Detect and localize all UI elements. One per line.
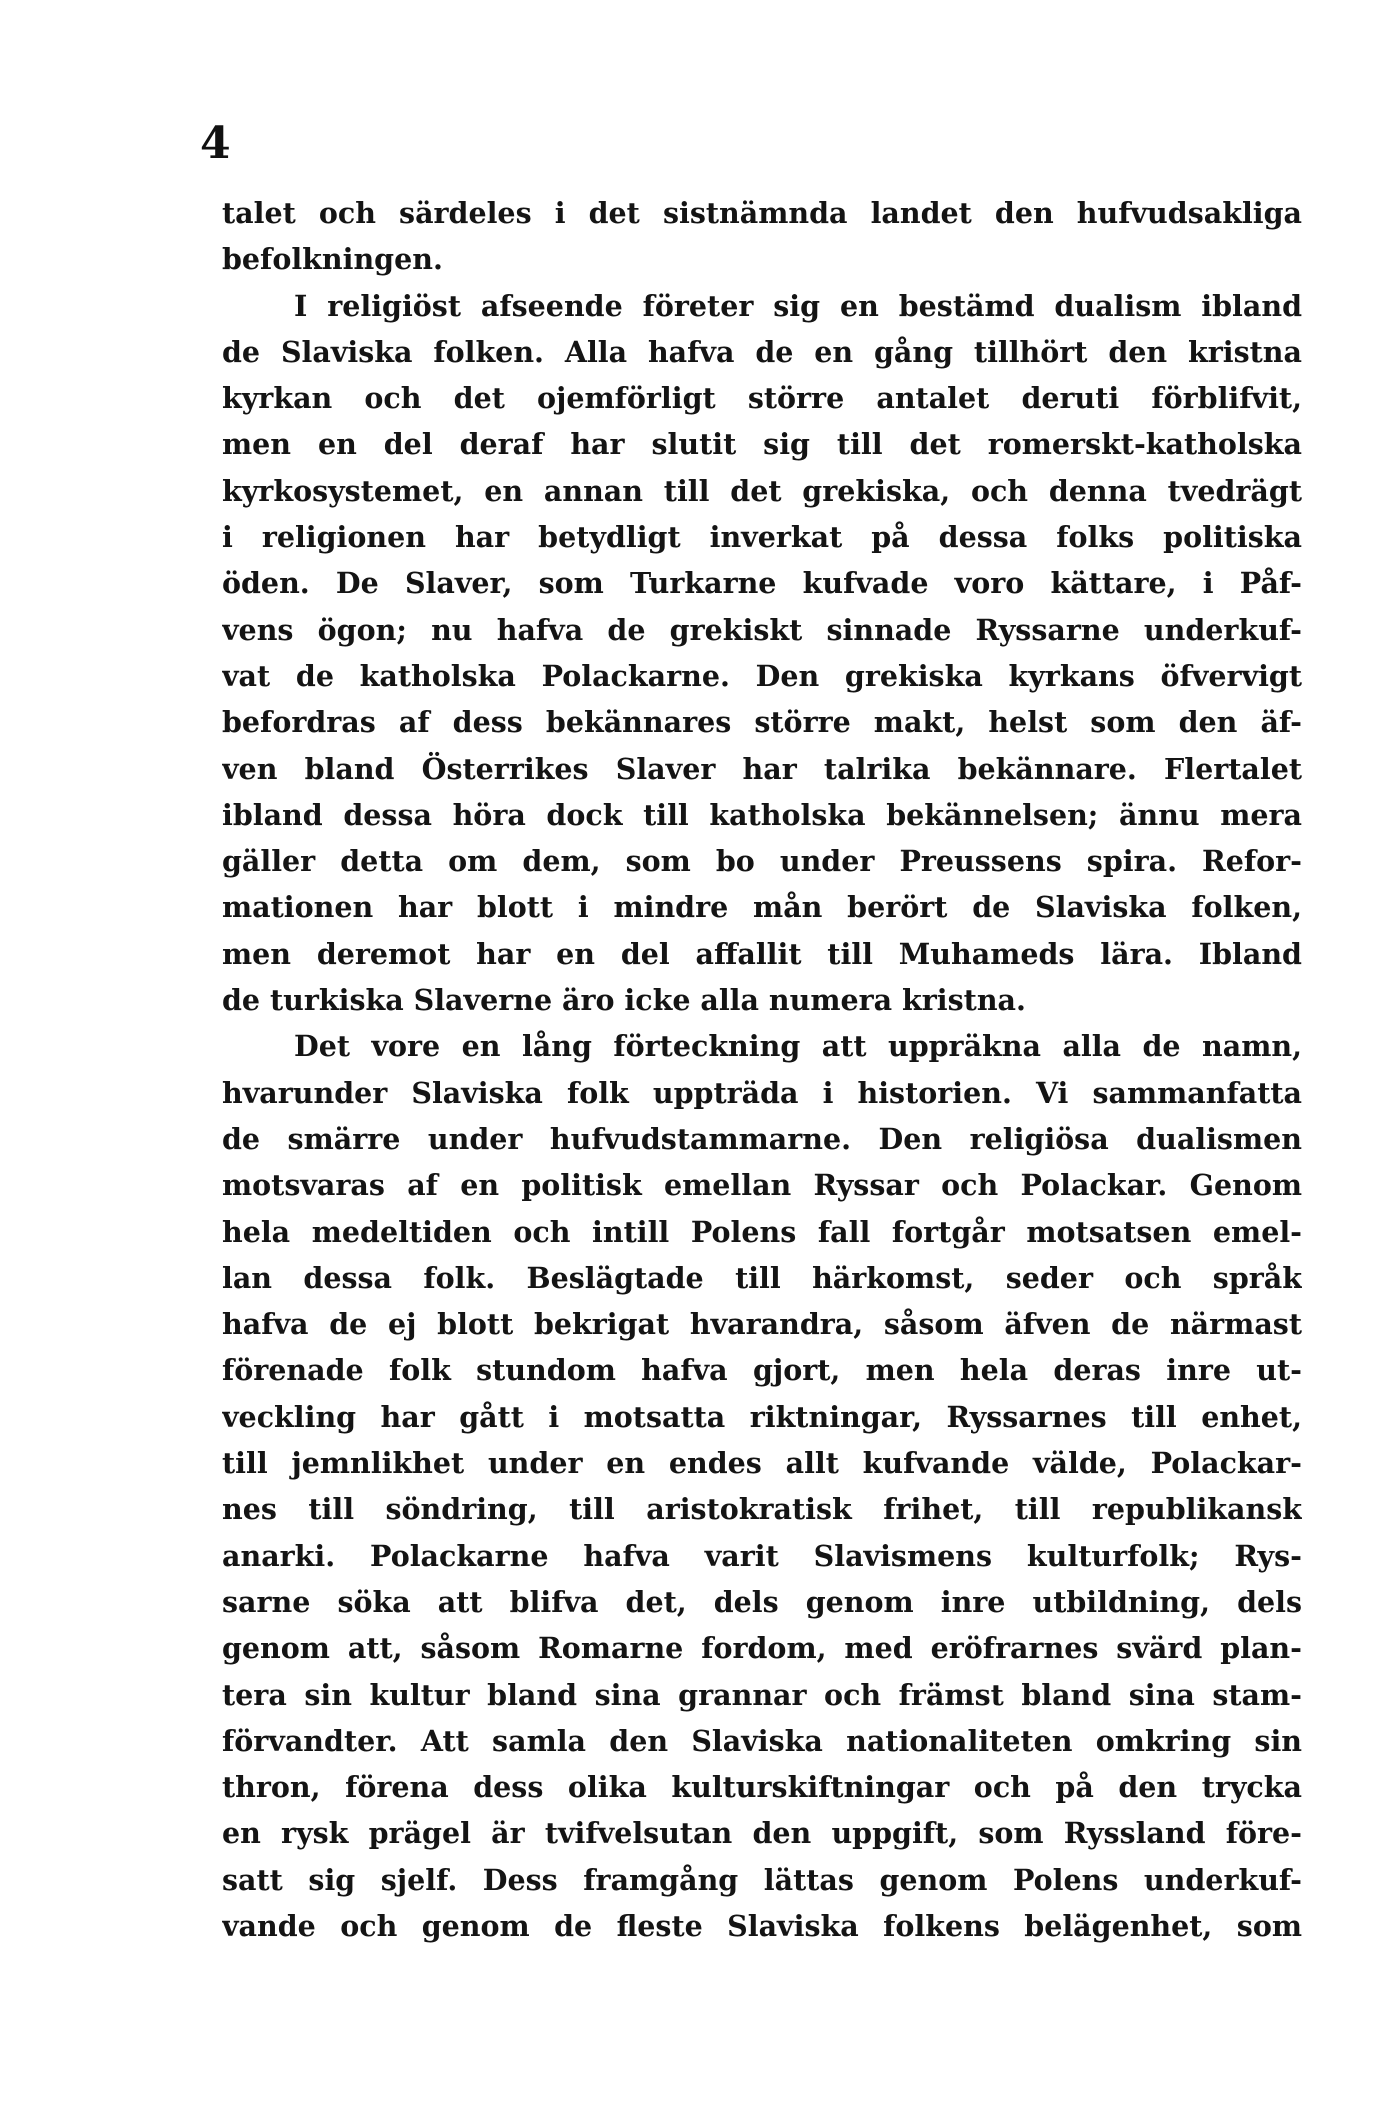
text-line: men deremot har en del affallit till Muhameds lära. Ibland — [222, 936, 1302, 971]
text-line: i religionen har betydligt inverkat på dessa folks politiska — [222, 520, 1302, 555]
text-line: talet och särdeles i det sistnämnda landet den hufvudsakliga — [222, 196, 1302, 230]
text-line: hela medeltiden och intill Polens fall fortgår motsatsen emel- — [222, 1214, 1302, 1249]
text-line: ibland dessa höra dock till katholska bekännelsen; ännu mera — [222, 797, 1302, 832]
text-line: befolkningen. — [222, 242, 443, 277]
text-line: men en del deraf har slutit sig till det romerskt-katholska — [222, 427, 1302, 462]
text-line: Det vore en lång förteckning att uppräkna alla de namn, — [294, 1029, 1302, 1064]
text-line: thron, förena dess olika kulturskiftningar och på den trycka — [222, 1770, 1302, 1805]
text-line: mationen har blott i mindre mån berört de Slaviska folken, — [222, 890, 1302, 925]
page-number: 4 — [200, 118, 231, 169]
text-line: till jemnlikhet under en endes allt kufvande välde, Polackar- — [222, 1446, 1302, 1481]
text-line: hafva de ej blott bekrigat hvarandra, såsom äfven de närmast — [222, 1307, 1302, 1342]
text-line: veckling har gått i motsatta riktningar, Ryssarnes till enhet, — [222, 1399, 1302, 1434]
text-line: genom att, såsom Romarne fordom, med eröfrarnes svärd plan- — [222, 1631, 1302, 1666]
text-line: öden. De Slaver, som Turkarne kufvade voro kättare, i Påf- — [222, 566, 1302, 601]
text-line: de turkiska Slaverne äro icke alla numera kristna. — [222, 983, 1026, 1018]
text-line: kyrkosystemet, en annan till det grekiska, och denna tvedrägt — [222, 473, 1302, 508]
text-line: anarki. Polackarne hafva varit Slavismens kulturfolk; Rys- — [222, 1538, 1302, 1573]
text-line: en rysk prägel är tvifvelsutan den uppgift, som Ryssland före- — [222, 1816, 1302, 1851]
text-line: nes till söndring, till aristokratisk frihet, till republikansk — [222, 1492, 1302, 1527]
text-line: ven bland Österrikes Slaver har talrika bekännare. Flertalet — [222, 751, 1302, 786]
text-line: vat de katholska Polackarne. Den grekiska kyrkans öfvervigt — [222, 658, 1302, 693]
text-line: gäller detta om dem, som bo under Preussens spira. Refor- — [222, 844, 1302, 879]
text-line: de smärre under hufvudstammarne. Den religiösa dualismen — [222, 1121, 1302, 1156]
text-line: tera sin kultur bland sina grannar och främst bland sina stam- — [222, 1677, 1302, 1712]
text-line: hvarunder Slaviska folk uppträda i historien. Vi sammanfatta — [222, 1075, 1302, 1110]
text-line: förenade folk stundom hafva gjort, men hela deras inre ut- — [222, 1353, 1302, 1388]
text-line: vande och genom de fleste Slaviska folkens belägenhet, som — [222, 1908, 1302, 1943]
body-text — [222, 190, 1302, 1949]
text-line: kyrkan och det ojemförligt större antalet deruti förblifvit, — [222, 381, 1302, 416]
text-line: vens ögon; nu hafva de grekiskt sinnade Ryssarne underkuf- — [222, 612, 1302, 647]
text-line: de Slaviska folken. Alla hafva de en gång tillhört den kristna — [222, 334, 1302, 369]
text-line: befordras af dess bekännares större makt, helst som den äf- — [222, 705, 1302, 740]
text-line: förvandter. Att samla den Slaviska nationaliteten omkring sin — [222, 1723, 1302, 1758]
text-line: motsvaras af en politisk emellan Ryssar och Polackar. Genom — [222, 1168, 1302, 1203]
text-line: sarne söka att blifva det, dels genom inre utbildning, dels — [222, 1584, 1302, 1619]
text-line: lan dessa folk. Beslägtade till härkomst, seder och språk — [222, 1260, 1302, 1295]
text-line: satt sig sjelf. Dess framgång lättas genom Polens underkuf- — [222, 1862, 1302, 1897]
text-line: I religiöst afseende företer sig en bestämd dualism ibland — [294, 288, 1302, 323]
